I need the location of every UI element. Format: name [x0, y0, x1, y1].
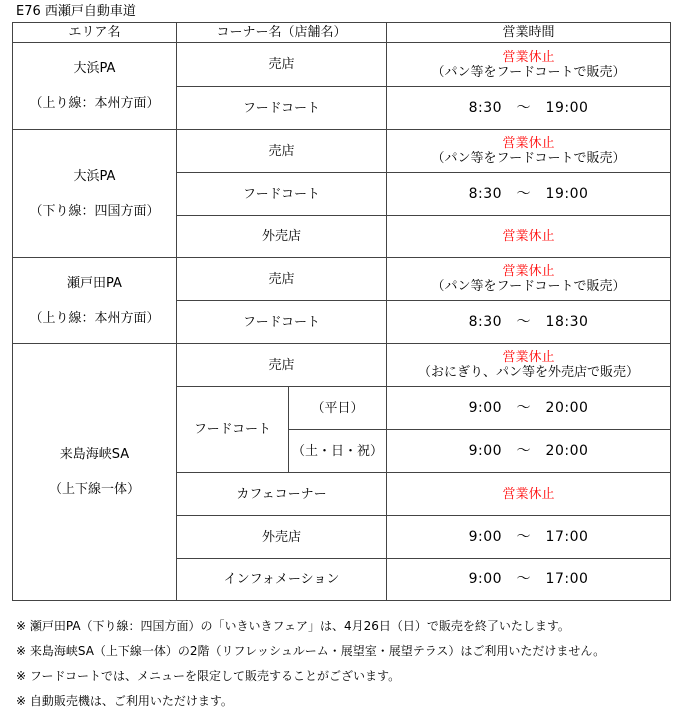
table-row	[13, 130, 671, 173]
hours-value: 9:00 ～ 17:00	[387, 559, 671, 601]
closed-note: （パン等をフードコートで販売）	[431, 279, 626, 294]
closed-note: （パン等をフードコートで販売）	[431, 64, 626, 80]
corner-name: 外売店	[177, 216, 387, 258]
page-title: E76 西瀬戸自動車道	[16, 4, 136, 19]
area-name: 大浜PA	[73, 168, 116, 184]
table-header-row	[13, 23, 671, 43]
hours-value: 9:00 ～ 20:00	[387, 387, 671, 430]
area-cell	[13, 130, 177, 258]
corner-name: 売店	[177, 344, 387, 387]
area-cell	[13, 258, 177, 344]
closed-status: 営業休止	[502, 49, 555, 65]
closed-status: 営業休止	[502, 350, 555, 365]
hours-cell	[387, 43, 671, 87]
closed-status: 営業休止	[387, 216, 671, 258]
closed-note: （おにぎり、パン等を外売店で販売）	[418, 365, 640, 380]
header-area: エリア名	[13, 23, 177, 43]
closed-status: 営業休止	[502, 264, 555, 279]
corner-name: 売店	[177, 130, 387, 173]
corner-name: フードコート	[177, 173, 387, 216]
closed-note: （パン等をフードコートで販売）	[431, 151, 626, 166]
day-type: （平日）	[289, 387, 387, 430]
area-name: 瀬戸田PA	[67, 275, 122, 291]
corner-name: フードコート	[177, 301, 387, 344]
area-cell	[13, 344, 177, 601]
area-direction: （上下線一体）	[48, 482, 140, 497]
note-item: ※ フードコートでは、メニューを限定して販売することがございます。	[16, 669, 401, 683]
area-name: 来島海峡SA	[59, 447, 130, 462]
hours-value: 9:00 ～ 20:00	[387, 430, 671, 473]
corner-name: インフォメーション	[177, 559, 387, 601]
day-type: （土・日・祝）	[289, 430, 387, 473]
corner-name: フードコート	[177, 387, 289, 473]
corner-name: カフェコーナー	[177, 473, 387, 516]
area-name: 大浜PA	[73, 61, 116, 76]
hours-value: 8:30 ～ 19:00	[387, 173, 671, 216]
area-direction: （下り線：四国方面）	[29, 203, 160, 219]
table-row	[13, 43, 671, 87]
table-row	[13, 258, 671, 301]
hours-cell	[387, 344, 671, 387]
area-cell	[13, 43, 177, 130]
closed-status: 営業休止	[502, 136, 555, 151]
notes-list	[16, 614, 605, 714]
table-row	[13, 344, 671, 387]
hours-table	[12, 22, 671, 601]
note-item: ※ 来島海峡SA（上下線一体）の2階（リフレッシュルーム・展望室・展望テラス）はご利用いただけません。	[16, 644, 606, 658]
hours-cell	[387, 258, 671, 301]
corner-name: 売店	[177, 258, 387, 301]
hours-value: 8:30 ～ 18:30	[387, 301, 671, 344]
area-direction: （上り線：本州方面）	[29, 96, 160, 111]
note-item: ※ 自動販売機は、ご利用いただけます。	[16, 694, 233, 708]
closed-status: 営業休止	[387, 473, 671, 516]
corner-name: フードコート	[177, 87, 387, 130]
corner-name: 外売店	[177, 516, 387, 559]
hours-value: 9:00 ～ 17:00	[387, 516, 671, 559]
hours-cell	[387, 130, 671, 173]
header-corner: コーナー名（店舗名）	[177, 23, 387, 43]
hours-value: 8:30 ～ 19:00	[387, 87, 671, 130]
header-hours: 営業時間	[387, 23, 671, 43]
corner-name: 売店	[177, 43, 387, 87]
note-item: ※ 瀬戸田PA（下り線：四国方面）の「いきいきフェア」は、4月26日（日）で販売を終了いたします。	[16, 619, 570, 633]
area-direction: （上り線：本州方面）	[29, 310, 160, 326]
